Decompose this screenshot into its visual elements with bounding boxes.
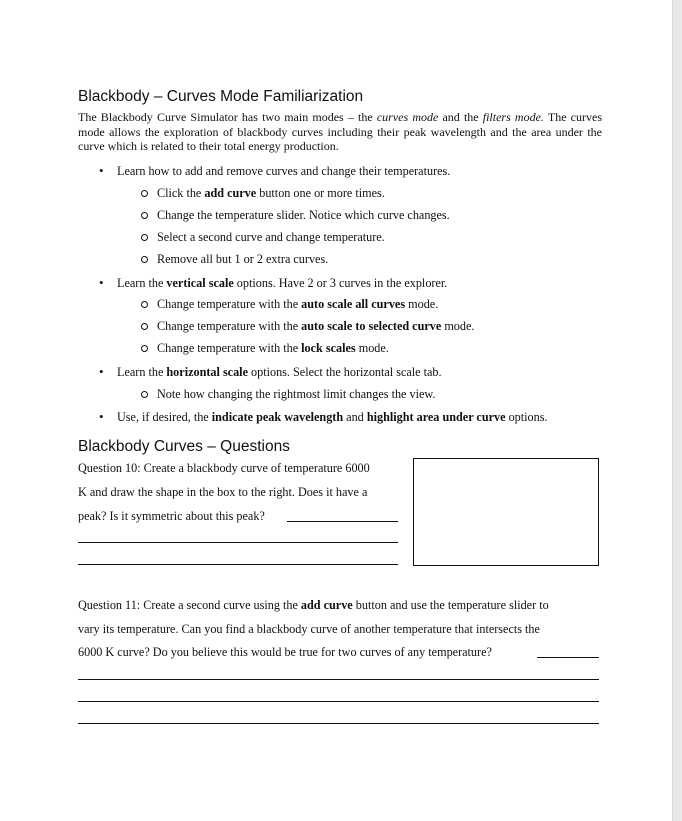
question-10-line: Question 10: Create a blackbody curve of temperature 6000 [78, 461, 370, 475]
item-bold-text: add curve [204, 186, 257, 200]
list-item: Learn how to add and remove curves and change their temperatures. [117, 164, 451, 178]
viewer-edge [672, 0, 682, 821]
drawing-box[interactable] [413, 458, 599, 566]
answer-line[interactable] [78, 701, 599, 702]
item-text: and [343, 410, 367, 424]
sub-bullet-marker [141, 345, 148, 352]
answer-line[interactable] [537, 657, 599, 658]
answer-line[interactable] [78, 679, 599, 680]
question-text: button and use the temperature slider to [352, 598, 549, 612]
list-item [117, 410, 548, 425]
sub-bullet-marker [141, 256, 148, 263]
answer-line[interactable] [78, 564, 398, 565]
item-text: mode. [355, 341, 389, 355]
sub-list-item: Remove all but 1 or 2 extra curves. [157, 252, 329, 266]
question-11-line [78, 598, 549, 613]
intro-paragraph [78, 110, 602, 154]
sub-list-item [157, 186, 385, 201]
bullet-marker: • [99, 409, 104, 424]
sub-list-item: Select a second curve and change temperature. [157, 230, 385, 244]
intro-text: The curves mode allows the exploration of blackbody curves including their peak wavelength and the area under the curve which is related to their total energy production. [78, 110, 602, 153]
item-bold-text: highlight area under curve [366, 410, 506, 424]
sub-list-item: Note how changing the rightmost limit changes the view. [157, 387, 436, 401]
item-bold-text: indicate peak wavelength [211, 410, 344, 424]
bullet-marker: • [99, 275, 104, 290]
intro-emphasis-curves-mode: curves mode [376, 110, 439, 124]
item-bold-text: horizontal scale [166, 365, 248, 379]
sub-list-item: Change the temperature slider. Notice which curve changes. [157, 208, 450, 222]
question-11-line: vary its temperature. Can you find a blackbody curve of another temperature that intersects the [78, 622, 540, 636]
item-bold-text: vertical scale [166, 276, 234, 290]
item-text: Use, if desired, the [117, 410, 212, 424]
intro-text: The Blackbody Curve Simulator has two main modes – the [78, 110, 377, 124]
question-bold-text: add curve [300, 598, 353, 612]
item-text: Change temperature with the [157, 341, 302, 355]
list-item [117, 276, 447, 291]
sub-bullet-marker [141, 301, 148, 308]
item-bold-text: lock scales [301, 341, 356, 355]
sub-list-item [157, 297, 438, 312]
item-bold-text: auto scale to selected curve [301, 319, 442, 333]
section-heading-questions: Blackbody Curves – Questions [78, 438, 290, 455]
sub-bullet-marker [141, 190, 148, 197]
answer-line[interactable] [78, 542, 398, 543]
question-10-line: peak? Is it symmetric about this peak? [78, 509, 265, 523]
question-10-line: K and draw the shape in the box to the right. Does it have a [78, 485, 368, 499]
item-bold-text: auto scale all curves [301, 297, 406, 311]
bullet-marker: • [99, 163, 104, 178]
item-text: Learn the [117, 276, 167, 290]
item-text: Learn the [117, 365, 167, 379]
item-text: Click the [157, 186, 205, 200]
sub-bullet-marker [141, 234, 148, 241]
item-text: Change temperature with the [157, 297, 302, 311]
sub-list-item [157, 341, 389, 356]
intro-text: and the [438, 110, 483, 124]
sub-list-item [157, 319, 474, 334]
item-text: Change temperature with the [157, 319, 302, 333]
question-11-line: 6000 K curve? Do you believe this would be true for two curves of any temperature? [78, 645, 492, 659]
answer-line[interactable] [78, 723, 599, 724]
item-text: mode. [405, 297, 439, 311]
sub-bullet-marker [141, 391, 148, 398]
bullet-marker: • [99, 364, 104, 379]
item-text: mode. [441, 319, 475, 333]
item-text: options. Have 2 or 3 curves in the explorer. [233, 276, 448, 290]
question-text: Question 11: Create a second curve using the [78, 598, 301, 612]
list-item [117, 365, 442, 380]
item-text: options. Select the horizontal scale tab. [247, 365, 442, 379]
sub-bullet-marker [141, 323, 148, 330]
intro-emphasis-filters-mode: filters mode. [482, 110, 544, 124]
answer-line[interactable] [287, 521, 398, 522]
sub-bullet-marker [141, 212, 148, 219]
section-heading-curves-mode: Blackbody – Curves Mode Familiarization [78, 88, 364, 105]
item-text: options. [505, 410, 548, 424]
item-text: button one or more times. [256, 186, 385, 200]
